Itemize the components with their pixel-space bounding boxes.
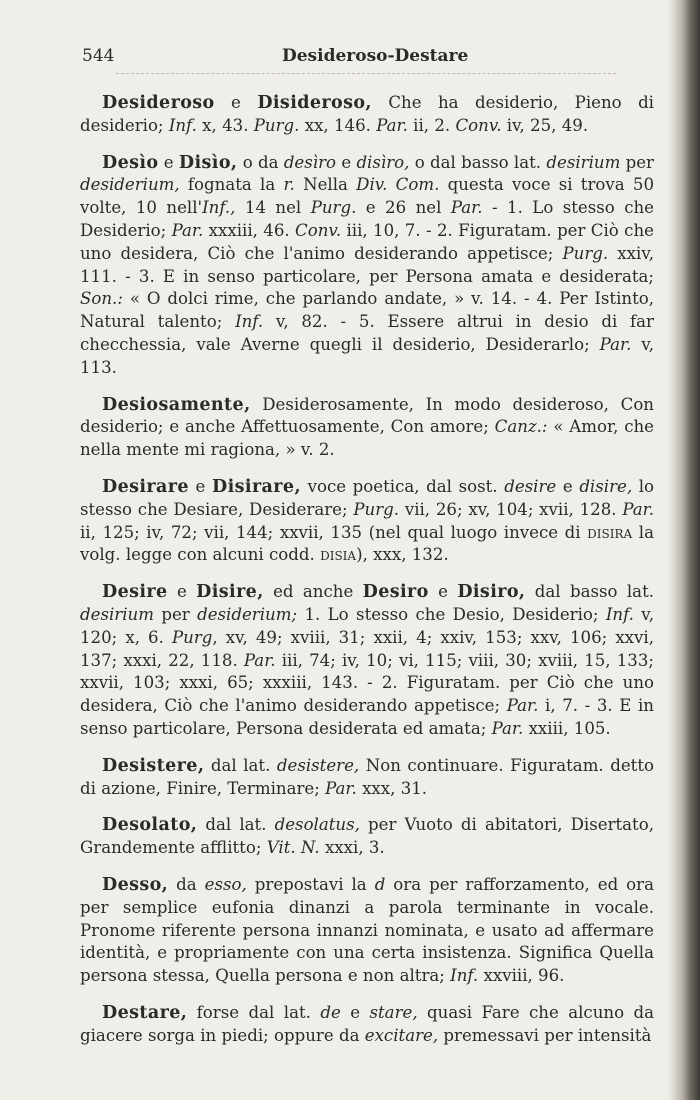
italic-text: Purg. [310,198,357,218]
entry-text: Che ha desiderio, Pieno di desiderio; [80,93,654,135]
small-caps-text: disira [587,522,633,542]
italic-text: desiderium, [80,175,180,195]
entry-text: da [168,874,205,894]
italic-text: Par. [599,334,632,354]
headword: Disideroso, [257,93,372,113]
entry-text: questa voce si trova 50 volte, 10 nell' [80,175,655,218]
italic-text: Div. Com. [356,175,440,195]
entry-text: o dal basso lat. [409,152,547,172]
entry-text: prepostavi la [246,874,375,894]
entry-text: « Amor, che nella mente mi ragiona, » v. 2. [80,417,654,460]
entry-text: ii, 2. [407,115,456,135]
entry-text: vii, 26; xv, 104; xvii, 128. [399,499,623,519]
italic-text: Conv. [295,220,342,240]
italic-text: Purg. [253,115,300,135]
italic-text: desiderium; [197,604,298,624]
entry-text: xxx, 31. [356,778,428,798]
headword: Disiro, [457,582,526,603]
italic-text: Par. [622,499,655,519]
entry-text: xxviii, 96. [478,966,565,986]
entry-text: , xv, 49; xviii, 31; xxii, 4; xxiv, 153; xxv, 106; xxvi, 137; xxxi, 22, 118. [80,627,654,670]
italic-text: Par. [243,650,276,670]
headword: Desistere, [102,755,205,776]
dictionary-entry [80,152,654,380]
entry-text: e [214,93,258,112]
entry-text: ), xxx, 132. [356,545,449,565]
italic-text: Conv. [455,115,502,135]
entry-text: xxxi, 3. [319,838,385,858]
italic-text: Par. [506,696,539,716]
italic-text: desolatus, [274,815,360,835]
running-title: Desideroso-Destare [282,46,469,66]
italic-text: Inf. [605,604,634,624]
entry-text: e [167,582,197,602]
italic-text: desistere, [276,755,360,775]
entry-text: « O dolci rime, che parlando andate, » v. 14. - 4. Per Istinto, Natural talento; [80,289,654,332]
entry-text: - 1. Lo stesso che Desiderio; [80,198,654,240]
italic-text: Purg [171,627,213,647]
entry-text: e [158,152,179,172]
italic-text: disìro, [356,152,410,172]
entry-text: e [428,582,458,602]
headword: Destare, [102,1002,188,1023]
entry-text: e [556,476,580,496]
headword: Desso, [102,874,169,895]
entry-text: e 26 nel [356,198,451,218]
dictionary-entry [80,755,654,801]
headword: Desirare [102,476,189,497]
italic-text: Inf. [235,312,264,332]
entry-text: x, 43. [196,115,254,135]
entry-text: la volg. legge con alcuni codd. [80,522,654,565]
italic-text: Par. [171,220,204,240]
page-header [82,46,652,70]
italic-text: Son.: [80,289,123,309]
italic-text: esso, [204,874,247,894]
book-binding-edge [668,0,700,1100]
entry-text: lo stesso che Desiare, Desiderare; [80,476,655,519]
headword: Desire [102,582,168,603]
headword: Desiro [362,582,429,603]
entry-text: Desiderosamente, In modo desideroso, Con desiderio; e anche Affettuosamente, Con amore; [80,394,654,437]
entry-text: ii, 125; iv, 72; vii, 144; xxvii, 135 (nel qual luogo invece di [80,522,588,542]
entries-column [80,92,654,1061]
entry-text: xxxiii, 46. [203,220,296,240]
entry-text: e [188,476,213,496]
italic-text: Par. [450,198,483,218]
italic-text: d [374,874,386,894]
entry-text: i, 7. - 3. E in senso particolare, Persona desiderata ed amata; [80,696,654,738]
italic-text: desìro [283,152,337,172]
italic-text: Canz.: [494,417,548,437]
headword: Desiosamente, [102,394,251,415]
entry-text: e [340,1002,370,1022]
headword: Disirare, [212,476,301,497]
entry-text: v, 113. [80,334,654,377]
italic-text: excitare, [364,1025,439,1045]
italic-text: desire [504,476,557,496]
dictionary-entry [80,874,654,988]
dictionary-entry [80,92,654,138]
italic-text: Inf. [168,115,197,135]
entry-text: xxiii, 105. [523,718,611,738]
italic-text: Purg. [562,243,609,263]
entry-text: quasi Fare che alcuno da giacere sorga in piedi; oppure da [80,1002,655,1045]
italic-text: desirium [80,604,154,624]
entry-text: 1. Lo stesso che Desio, Desiderio; [297,604,606,624]
italic-text: Par. [491,718,524,738]
italic-text: Inf., [202,198,236,218]
entry-text: dal lat. [197,815,275,835]
entry-text: 14 nel [235,198,311,218]
italic-text: Purg. [353,499,400,519]
dictionary-entry [80,814,654,860]
italic-text: stare, [369,1002,418,1022]
dictionary-entry [80,1002,654,1048]
entry-text: premessavi per intensità [438,1025,652,1045]
italic-text: de [320,1002,341,1022]
headword: Desìo [102,152,159,173]
entry-text: xx, 146. [299,115,377,135]
italic-text: Par. [376,115,408,135]
italic-text: Inf. [450,966,479,986]
italic-text: r. [283,175,295,195]
entry-text: Non continuare. Figuratam. detto di azione, Finire, Terminare; [80,755,654,798]
entry-text: voce poetica, dal sost. [300,476,505,496]
entry-text: ora per rafforzamento, ed ora per semplice eufonia dinanzi a parola terminante in vocale. Pronome riferente persona innanzi nominata, e usato ad affermare identità, e propriamente con una certa insistenza. Significa Quella persona stessa, Quella persona e non altra; [80,874,654,986]
entry-text: forse dal lat. [187,1002,321,1022]
entry-text: iii, 10, 7. - 2. Figuratam. per Ciò che uno desidera, Ciò che l'animo desiderando appetisce; [80,220,654,263]
entry-text: iii, 74; iv, 10; vi, 115; viii, 30; xviii, 15, 133; xxvii, 103; xxxi, 65; xxxiii, 143. - 2. Figuratam. per Ciò che uno desidera, Ciò che l'animo desiderando appetisce; [80,650,654,716]
entry-text: per [620,152,654,172]
headword: Desolato, [102,815,198,836]
entry-text: v, 120; x, 6. [80,604,654,647]
italic-text: desirium [546,152,621,172]
italic-text: Vit. N. [266,838,320,858]
entry-text: xxiv, 111. - 3. E in senso particolare, per Persona amata e desiderata; [80,243,655,286]
dictionary-entry [80,394,654,462]
entry-text: Nella [294,175,357,195]
entry-text: ed anche [263,582,363,602]
entry-text: per [153,604,198,624]
headword: Disire, [196,582,264,603]
small-caps-text: disia [320,545,357,565]
italic-text: disire, [579,476,633,496]
dictionary-entry [80,476,654,567]
headword: Desideroso [102,93,215,113]
entry-text: dal lat. [204,755,277,775]
entry-text: o da [237,152,284,172]
entry-text: dal basso lat. [525,582,655,602]
entry-text: per Vuoto di abitatori, Disertato, Grandemente afflitto; [80,815,654,858]
dictionary-entry [80,581,654,741]
italic-text: Par. [325,778,357,798]
headword: Disìo, [178,152,238,173]
page-number: 544 [82,46,115,66]
header-rule [116,73,616,74]
entry-text: v, 82. - 5. Essere altrui in desio di far checchessia, vale Averne quegli il desiderio, Desiderarlo; [80,312,654,354]
entry-text: iv, 25, 49. [501,115,589,135]
entry-text: e [336,152,357,172]
entry-text: fognata la [179,175,284,195]
